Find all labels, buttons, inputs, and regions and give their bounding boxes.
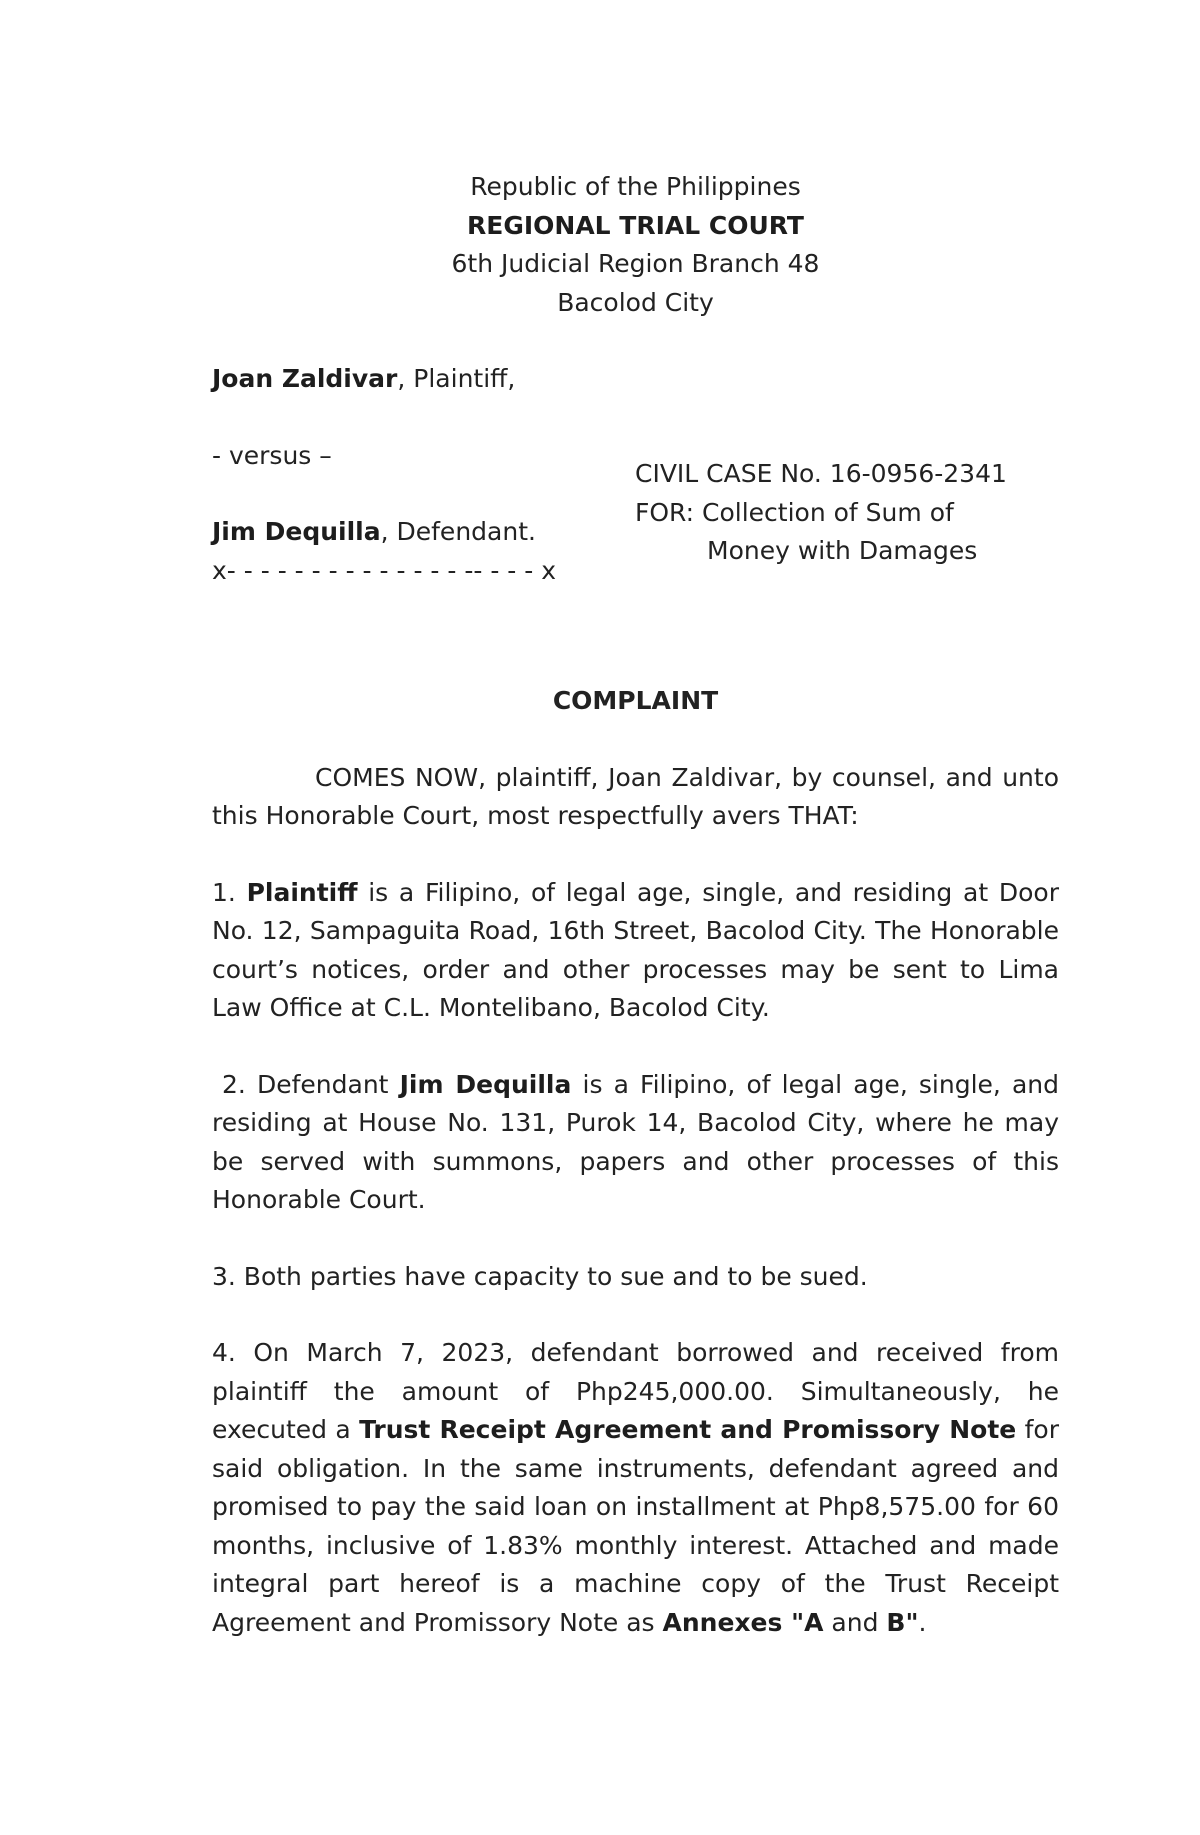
document-title: COMPLAINT <box>552 686 719 715</box>
paragraph-4-bold-c: B" <box>886 1607 919 1637</box>
caption-gap <box>212 399 632 437</box>
intro-paragraph: COMES NOW, plaintiff, Joan Zaldivar, by counsel, and unto this Honorable Court, most respectfully avers THAT: <box>212 762 1059 830</box>
paragraph-3: 3. Both parties have capacity to sue and to be sued. <box>212 1261 868 1291</box>
case-caption <box>212 360 1059 594</box>
paragraph-2-text: is a Filipino, of legal age, single, and residing at House No. 131, Purok 14, Bacolod City, where he may be served with summons, papers and other processes of this Honorable Court. <box>212 1069 1059 1214</box>
versus-line: - versus – <box>212 440 332 470</box>
defendant-role: , Defendant. <box>380 517 536 546</box>
plaintiff-name: Joan Zaldivar <box>212 364 398 393</box>
paragraph-4-text-d: . <box>918 1607 927 1637</box>
region-line: 6th Judicial Region Branch 48 <box>451 249 820 278</box>
plaintiff-role: , Plaintiff, <box>397 364 516 393</box>
paragraph-1-text: is a Filipino, of legal age, single, and residing at Door No. 12, Sampaguita Road, 16th Street, Bacolod City. The Honorable court’s notices, order and other processes may be sent to Lima Law Office at C.L. Montelibano, Bacolod City. <box>212 877 1059 1022</box>
city-line: Bacolod City <box>557 287 714 317</box>
paragraph-1-bold: Plaintiff <box>246 877 358 907</box>
paragraph-1 <box>212 874 1059 1028</box>
court-name: REGIONAL TRIAL COURT <box>467 210 804 240</box>
paragraph-2 <box>212 1066 1059 1220</box>
paragraph-4-bold-a: Trust Receipt Agreement and Promissory Note <box>359 1415 1017 1444</box>
caption-separator: x- - - - - - - - - - - - - - -- - - - x <box>212 555 557 585</box>
paragraph-4-text-a: 4. On March 7, 2023, defendant borrowed and received from plaintiff the amount of Php245,000.00. Simultaneously, he executed a <box>212 1338 1059 1444</box>
caption-gap <box>212 475 632 513</box>
case-number: CIVIL CASE No. 16-0956-2341 <box>635 459 1007 488</box>
republic-line: Republic of the Philippines <box>470 172 801 201</box>
paragraph-4-text-c: and <box>823 1607 887 1637</box>
defendant-line <box>212 513 632 552</box>
paragraph-1-number: 1. <box>212 877 247 907</box>
paragraph-2-number: 2. Defendant <box>222 1069 400 1099</box>
case-for-line-1: FOR: Collection of Sum of <box>635 497 954 527</box>
document-page <box>212 168 1059 1680</box>
paragraph-4 <box>212 1334 1059 1642</box>
plaintiff-line <box>212 360 632 399</box>
paragraph-4-bold-b: Annexes "A <box>662 1607 824 1637</box>
defendant-name: Jim Dequilla <box>212 517 381 546</box>
caption-case-info <box>635 455 1065 571</box>
paragraph-4-text-b: for said obligation. In the same instruments, defendant agreed and promised to pay the said loan on installment at Php8,575.00 for 60 months, inclusive of 1.83% monthly interest. Attached and made integral part hereof is a machine copy of the Trust Receipt Agreement and Promissory Note as <box>212 1415 1059 1637</box>
case-for-line-2: Money with Damages <box>707 536 978 565</box>
paragraph-2-bold: Jim Dequilla <box>399 1069 572 1099</box>
caption-parties <box>212 360 632 590</box>
court-header <box>212 168 1059 322</box>
